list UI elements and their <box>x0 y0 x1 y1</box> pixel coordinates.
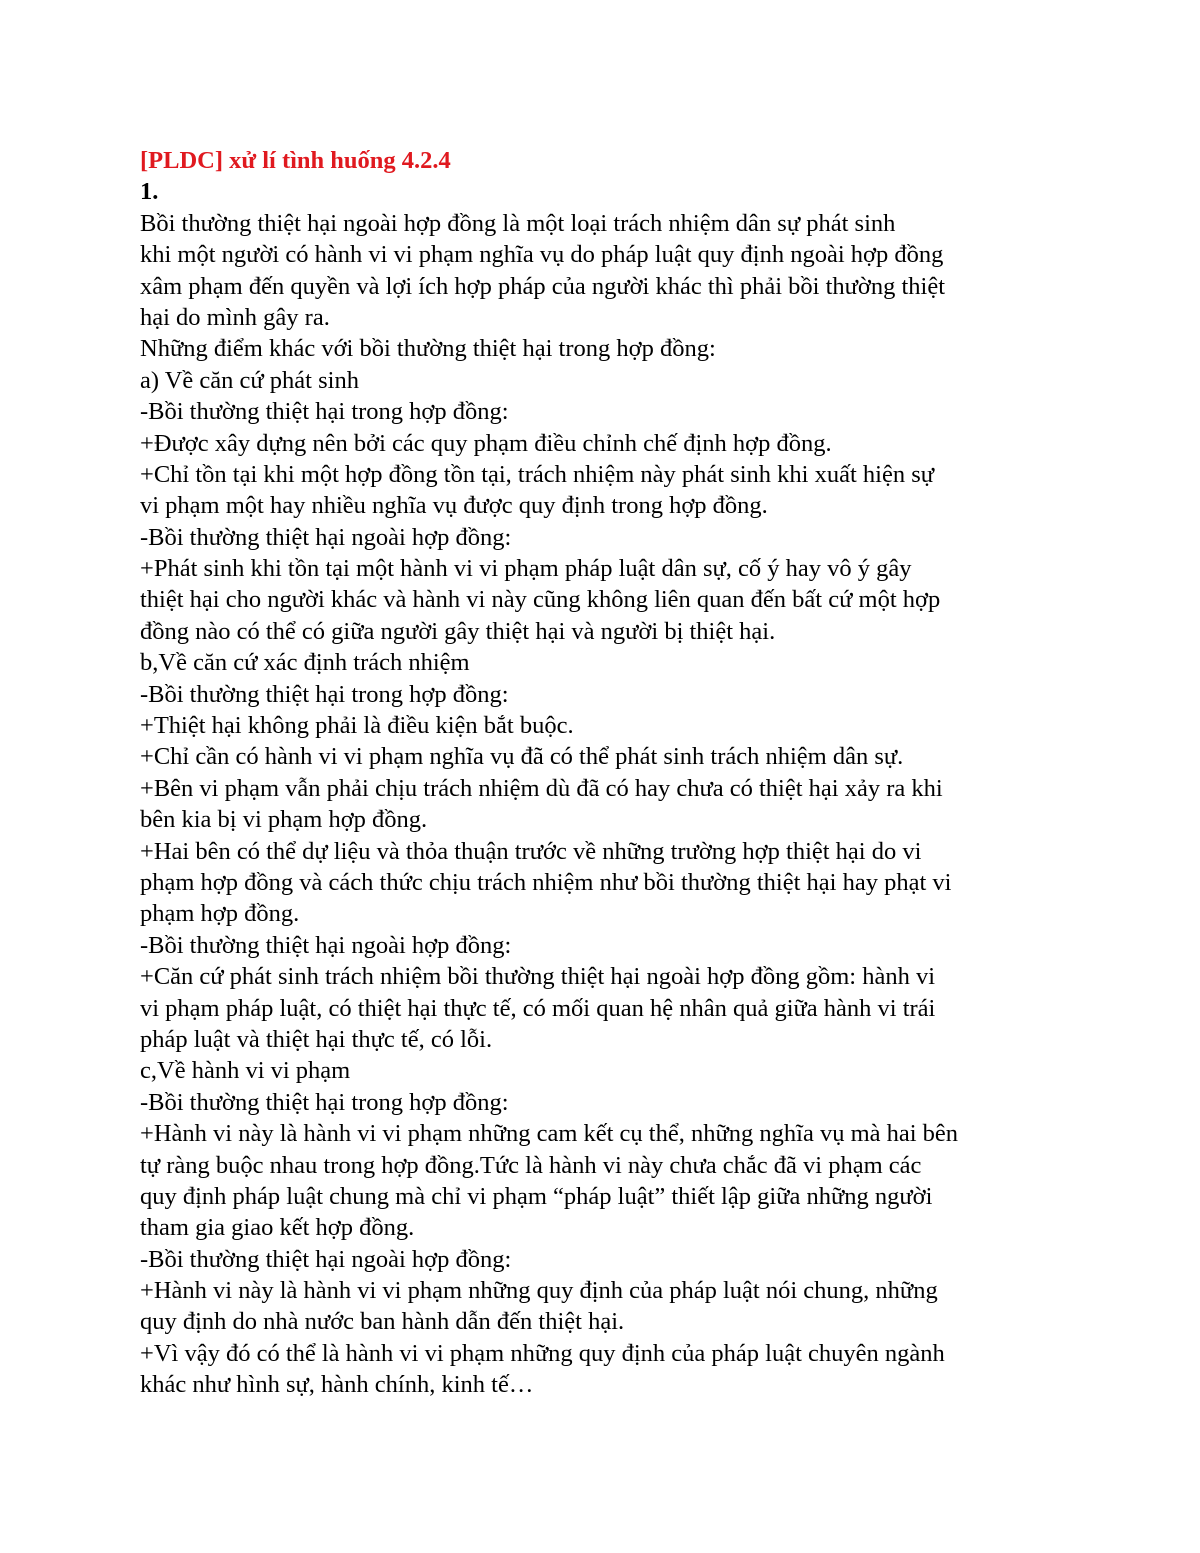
text-line: quy định pháp luật chung mà chỉ vi phạm “pháp luật” thiết lập giữa những người <box>140 1182 933 1210</box>
section-number: 1. <box>140 178 159 206</box>
text-line: Những điểm khác với bồi thường thiệt hại trong hợp đồng: <box>140 335 716 363</box>
text-line: vi phạm một hay nhiều nghĩa vụ được quy định trong hợp đồng. <box>140 492 768 520</box>
text-line: c,Về hành vi vi phạm <box>140 1057 351 1085</box>
text-line: +Chỉ tồn tại khi một hợp đồng tồn tại, trách nhiệm này phát sinh khi xuất hiện sự <box>140 460 935 488</box>
text-line: +Chỉ cần có hành vi vi phạm nghĩa vụ đã có thể phát sinh trách nhiệm dân sự. <box>140 743 904 771</box>
text-line: bên kia bị vi phạm hợp đồng. <box>140 806 428 834</box>
text-line: phạm hợp đồng và cách thức chịu trách nhiệm như bồi thường thiệt hại hay phạt vi <box>140 868 952 896</box>
text-line: +Hành vi này là hành vi vi phạm những cam kết cụ thể, những nghĩa vụ mà hai bên <box>140 1120 959 1148</box>
text-line: tham gia giao kết hợp đồng. <box>140 1214 415 1242</box>
text-line: quy định do nhà nước ban hành dẫn đến thiệt hại. <box>140 1308 625 1336</box>
text-line: -Bồi thường thiệt hại trong hợp đồng: <box>140 680 509 708</box>
text-line: khác như hình sự, hành chính, kinh tế… <box>140 1371 534 1399</box>
text-line: +Hai bên có thể dự liệu và thỏa thuận trước về những trường hợp thiệt hại do vi <box>140 837 922 865</box>
text-line: a) Về căn cứ phát sinh <box>140 366 359 394</box>
text-line: -Bồi thường thiệt hại trong hợp đồng: <box>140 398 509 426</box>
text-line: -Bồi thường thiệt hại ngoài hợp đồng: <box>140 931 512 959</box>
text-line: tự ràng buộc nhau trong hợp đồng.Tức là hành vi này chưa chắc đã vi phạm các <box>140 1151 922 1179</box>
text-line: +Căn cứ phát sinh trách nhiệm bồi thường thiệt hại ngoài hợp đồng gồm: hành vi <box>140 963 936 991</box>
text-line: -Bồi thường thiệt hại ngoài hợp đồng: <box>140 523 512 551</box>
text-line: +Vì vậy đó có thể là hành vi vi phạm những quy định của pháp luật chuyên ngành <box>140 1339 945 1367</box>
text-line: khi một người có hành vi vi phạm nghĩa vụ do pháp luật quy định ngoài hợp đồng <box>140 241 944 269</box>
text-line: thiệt hại cho người khác và hành vi này cũng không liên quan đến bất cứ một hợp <box>140 586 941 614</box>
text-line: Bồi thường thiệt hại ngoài hợp đồng là một loại trách nhiệm dân sự phát sinh <box>140 209 896 237</box>
text-line: +Hành vi này là hành vi vi phạm những quy định của pháp luật nói chung, những <box>140 1277 938 1305</box>
text-line: vi phạm pháp luật, có thiệt hại thực tế, có mối quan hệ nhân quả giữa hành vi trái <box>140 994 936 1022</box>
text-line: đồng nào có thể có giữa người gây thiệt hại và người bị thiệt hại. <box>140 617 776 645</box>
text-line: -Bồi thường thiệt hại ngoài hợp đồng: <box>140 1245 512 1273</box>
text-line: phạm hợp đồng. <box>140 900 300 928</box>
document-body <box>140 208 1100 1401</box>
document-title: [PLDC] xử lí tình huống 4.2.4 <box>140 147 451 174</box>
text-line: +Thiệt hại không phải là điều kiện bắt buộc. <box>140 712 574 740</box>
document-page <box>140 145 1100 1401</box>
text-line: +Phát sinh khi tồn tại một hành vi vi phạm pháp luật dân sự, cố ý hay vô ý gây <box>140 555 912 583</box>
text-line: xâm phạm đến quyền và lợi ích hợp pháp của người khác thì phải bồi thường thiệt <box>140 272 946 300</box>
text-line: hại do mình gây ra. <box>140 303 330 331</box>
text-line: +Được xây dựng nên bởi các quy phạm điều chỉnh chế định hợp đồng. <box>140 429 832 457</box>
text-line: -Bồi thường thiệt hại trong hợp đồng: <box>140 1088 509 1116</box>
text-line: +Bên vi phạm vẫn phải chịu trách nhiệm dù đã có hay chưa có thiệt hại xảy ra khi <box>140 774 943 802</box>
text-line: pháp luật và thiệt hại thực tế, có lỗi. <box>140 1025 493 1053</box>
text-line: b,Về căn cứ xác định trách nhiệm <box>140 649 470 677</box>
